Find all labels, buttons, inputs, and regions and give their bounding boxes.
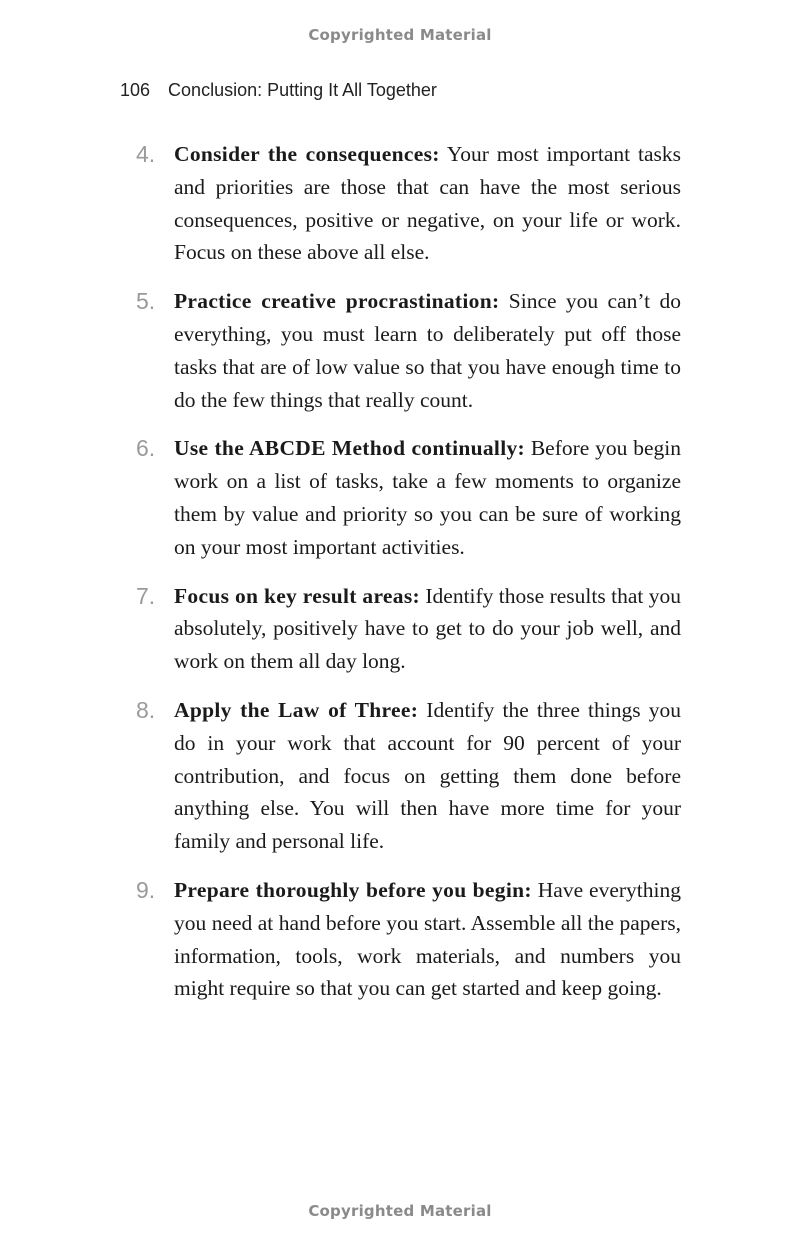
item-lead: Prepare thoroughly before you begin: (174, 877, 532, 902)
item-number: 8. (136, 696, 156, 723)
list-item (136, 432, 681, 563)
numbered-list (136, 138, 681, 1021)
item-lead: Use the ABCDE Method continually: (174, 436, 525, 461)
item-lead: Practice creative procrastination: (174, 289, 500, 314)
item-number: 6. (136, 435, 156, 462)
item-number: 4. (136, 141, 156, 167)
item-body: Have everything you need at hand before you start. Assemble all the papers, information, tools, work materials, and numbers you might require so that you can get started and keep going. (174, 877, 681, 1001)
list-item (136, 138, 681, 269)
list-item (136, 874, 681, 1005)
item-body: Since you can’t do everything, you must learn to deliberately put off those tasks that are of low value so that you have enough time to do the few things that really count. (174, 289, 681, 412)
list-item (136, 580, 681, 678)
item-lead: Consider the consequences: (174, 142, 440, 166)
item-number: 9. (136, 876, 156, 903)
running-head (120, 80, 437, 101)
chapter-title: Conclusion: Putting It All Together (168, 80, 437, 100)
watermark-bottom: Copyrighted Material (308, 1202, 492, 1220)
item-number: 5. (136, 288, 156, 315)
item-body: Identify the three things you do in your work that account for 90 percent of your contribution, and focus on getting them done before anything else. You will then have more time for your family and personal life. (174, 697, 682, 854)
item-body: Identify those results that you absolutely, positively have to get to do your job well, and work on them all day long. (174, 583, 681, 674)
list-item (136, 285, 681, 416)
list-item (136, 694, 681, 858)
item-body: Before you begin work on a list of tasks, take a few moments to organize them by value and priority so you can be sure of working on your most important activities. (174, 436, 682, 559)
item-body: Your most important tasks and priorities are those that can have the most serious consequences, positive or negative, on your life or work. Focus on these above all else. (174, 142, 681, 265)
item-number: 7. (136, 582, 156, 609)
item-lead: Focus on key result areas: (174, 583, 420, 608)
watermark-top: Copyrighted Material (308, 26, 492, 44)
page-number: 106 (120, 80, 151, 100)
item-lead: Apply the Law of Three: (174, 697, 419, 722)
